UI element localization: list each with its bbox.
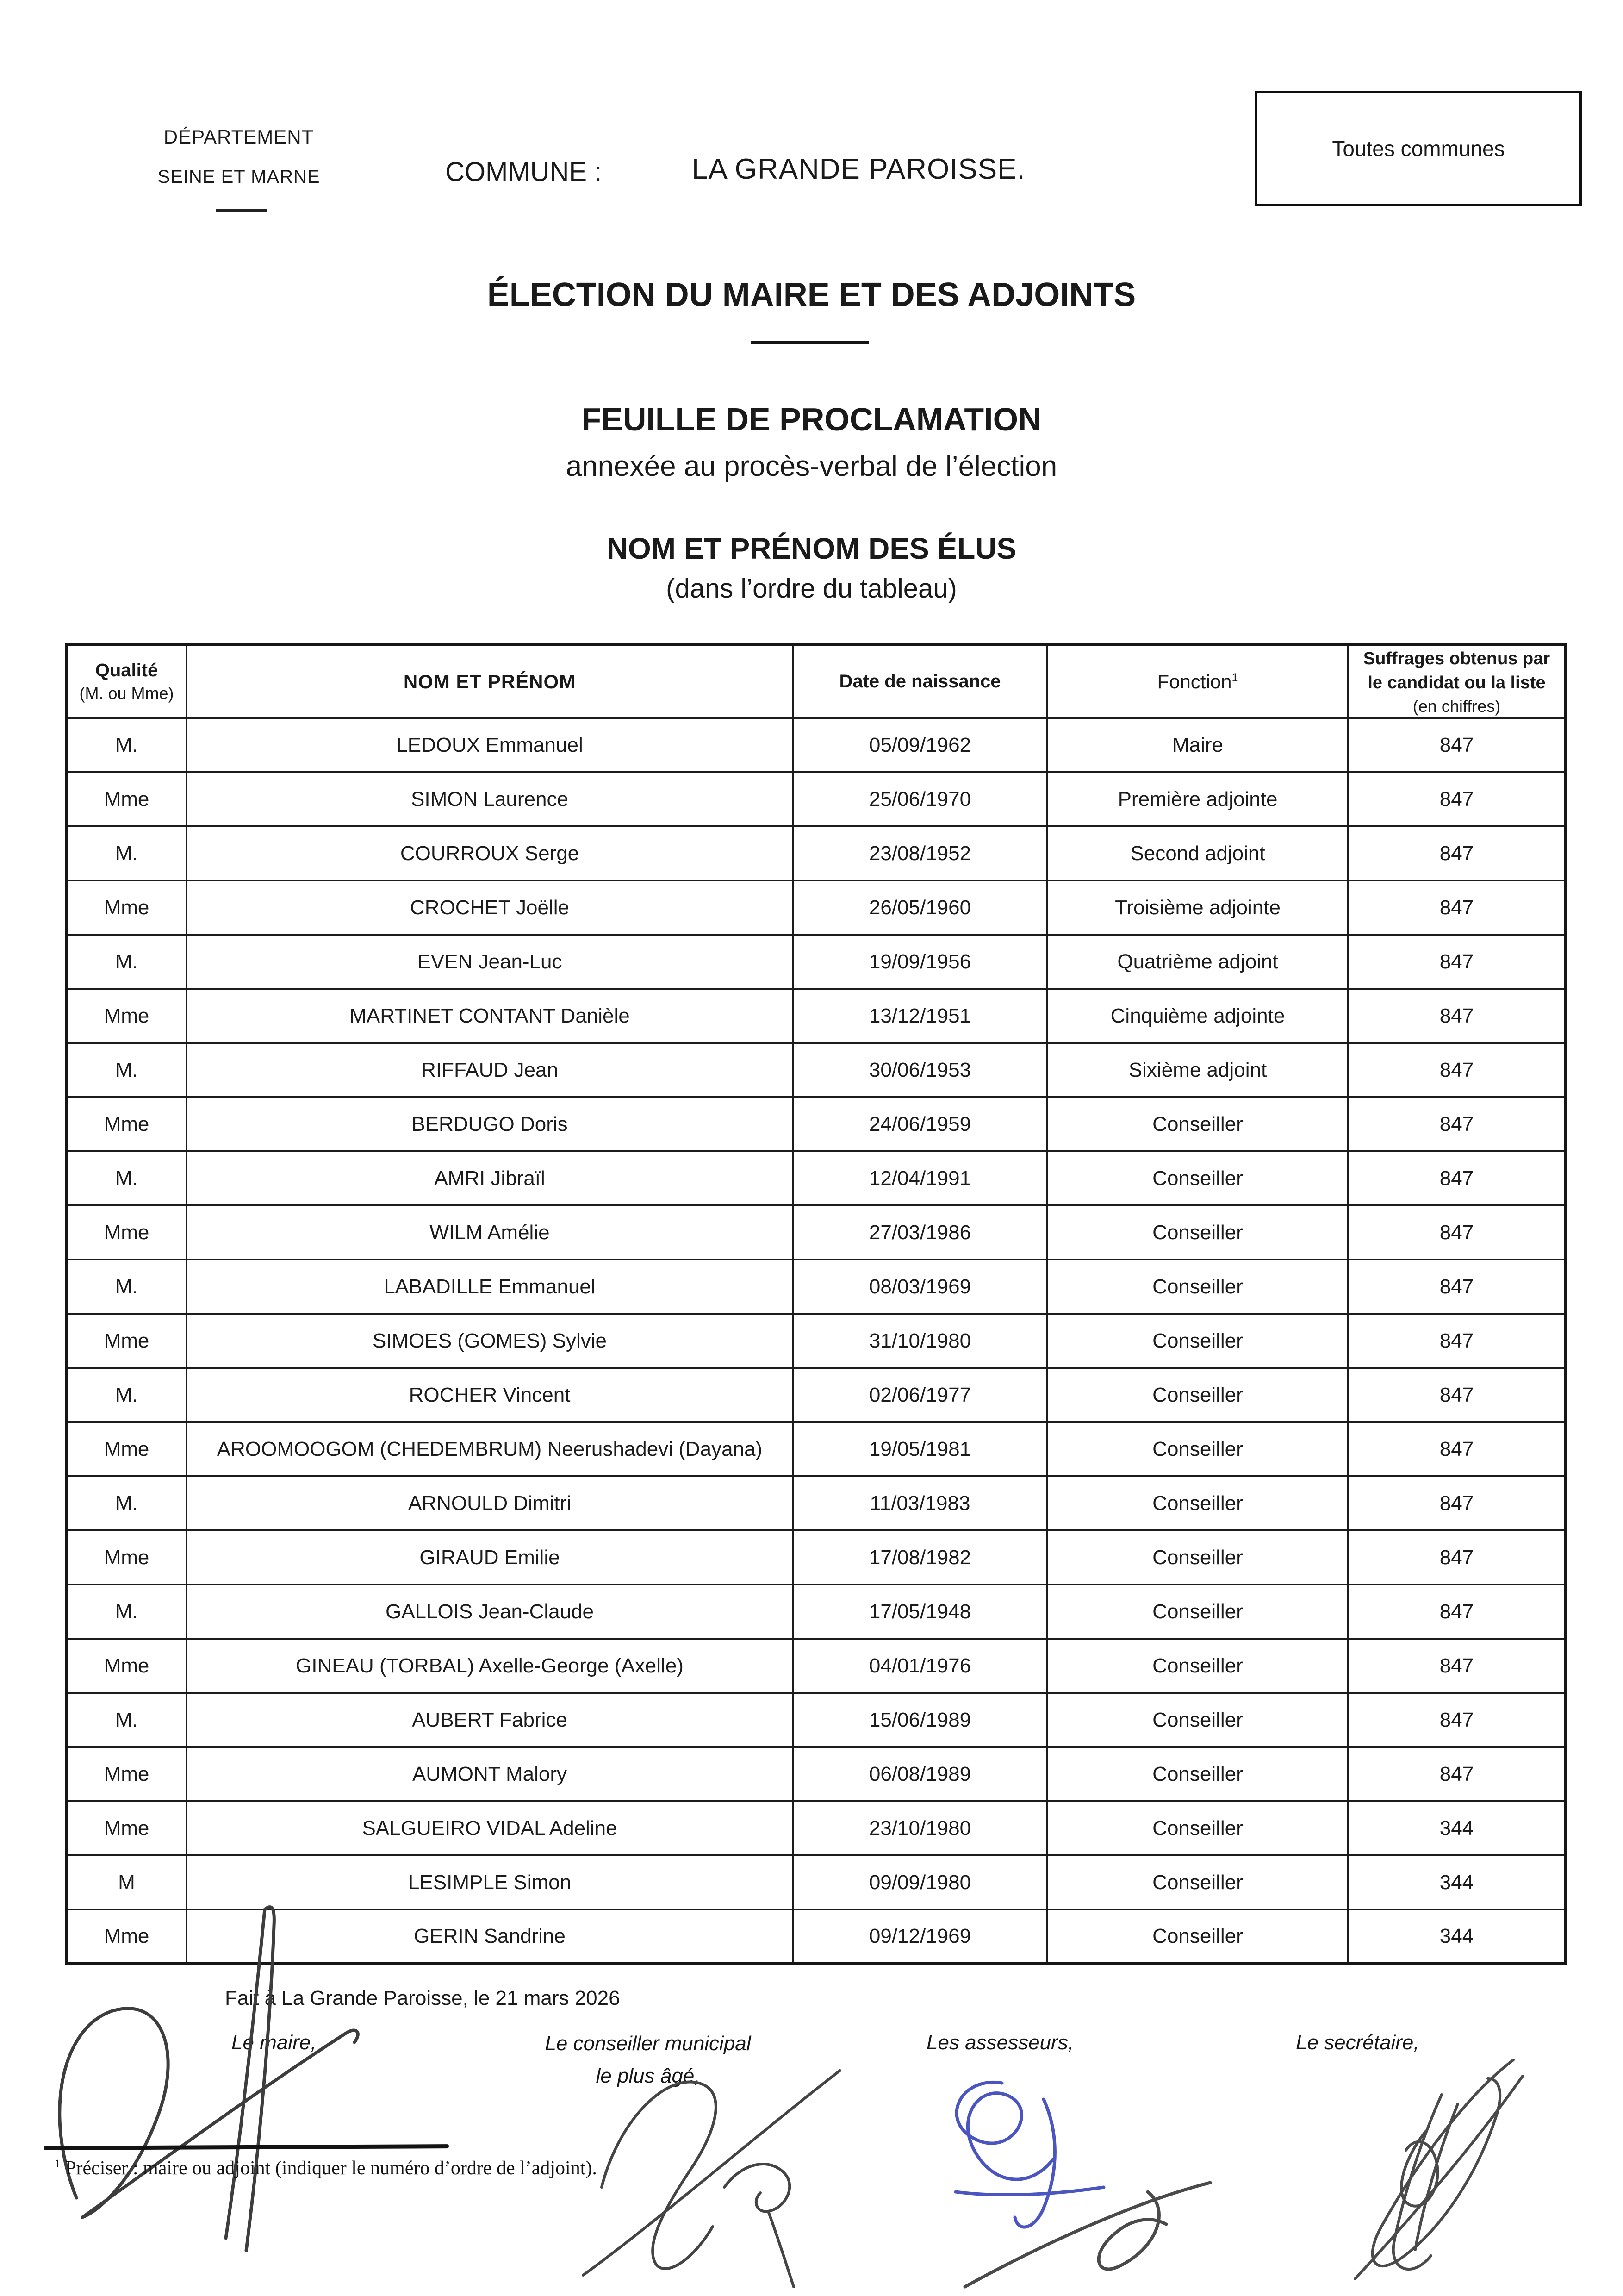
header-fonction-text: Fonction$^1$ [1157, 670, 1238, 693]
qualite-cell: M. [66, 826, 187, 880]
header-qualite-line1: Qualité [95, 660, 158, 680]
header-fonction-footnote-ref: 1 [1231, 671, 1238, 684]
qualite-cell: M. [66, 1368, 187, 1422]
nom-cell: AROOMOOGOM (CHEDEMBRUM) Neerushadevi (Dayana) [187, 1422, 793, 1476]
nom-cell: SIMON Laurence [187, 772, 793, 826]
header-qualite-line2: (M. ou Mme) [79, 684, 174, 703]
title-separator-line [751, 341, 869, 344]
qualite-cell: M. [66, 1043, 187, 1097]
nom-cell: SALGUEIRO VIDAL Adeline [187, 1801, 793, 1855]
table-row [66, 772, 1566, 826]
suffrages-cell: 847 [1348, 1639, 1566, 1693]
naissance-cell: 24/06/1959 [793, 1097, 1047, 1151]
signature-secretaire [1282, 2034, 1532, 2291]
suffrages-cell: 344 [1348, 1909, 1566, 1964]
header-suffrages-line2: le candidat ou la liste [1368, 673, 1546, 693]
nom-cell: LESIMPLE Simon [187, 1855, 793, 1909]
table-row [66, 1530, 1566, 1585]
naissance-cell: 15/06/1989 [793, 1693, 1047, 1747]
qualite-cell: Mme [66, 1801, 187, 1855]
naissance-cell: 09/09/1980 [793, 1855, 1047, 1909]
fonction-cell: Conseiller [1047, 1639, 1348, 1693]
results-table-body [66, 718, 1566, 1964]
table-row [66, 1747, 1566, 1801]
nom-cell: ROCHER Vincent [187, 1368, 793, 1422]
fonction-cell: Conseiller [1047, 1585, 1348, 1639]
qualite-cell: M. [66, 1476, 187, 1530]
main-title: ÉLECTION DU MAIRE ET DES ADJOINTS [487, 276, 1136, 313]
nom-cell: GINEAU (TORBAL) Axelle-George (Axelle) [187, 1639, 793, 1693]
nom-cell: GALLOIS Jean-Claude [187, 1585, 793, 1639]
suffrages-cell: 847 [1348, 1043, 1566, 1097]
footnote [55, 2157, 597, 2179]
nom-cell: RIFFAUD Jean [187, 1043, 793, 1097]
label-conseiller-line1: Le conseiller municipal [545, 2032, 751, 2055]
suffrages-cell: 847 [1348, 935, 1566, 989]
fonction-cell: Conseiller [1047, 1801, 1348, 1855]
done-at-line: Fait à La Grande Paroisse, le 21 mars 2026 [225, 1987, 620, 2009]
table-row [66, 1097, 1566, 1151]
naissance-cell: 12/04/1991 [793, 1151, 1047, 1205]
naissance-cell: 08/03/1969 [793, 1260, 1047, 1314]
fonction-cell: Conseiller [1047, 1909, 1348, 1964]
naissance-cell: 02/06/1977 [793, 1368, 1047, 1422]
naissance-cell: 19/05/1981 [793, 1422, 1047, 1476]
suffrages-cell: 847 [1348, 1314, 1566, 1368]
footnote-ref: 1 [55, 2158, 61, 2170]
header-naissance [793, 645, 1047, 718]
table-row [66, 880, 1566, 935]
qualite-cell: Mme [66, 1097, 187, 1151]
naissance-cell: 26/05/1960 [793, 880, 1047, 935]
suffrages-cell: 847 [1348, 826, 1566, 880]
header-suffrages [1348, 645, 1566, 718]
naissance-cell: 17/08/1982 [793, 1530, 1047, 1585]
signature-assesseur-gray [949, 2171, 1226, 2296]
header-fonction [1047, 645, 1348, 718]
fonction-cell: Troisième adjointe [1047, 880, 1348, 935]
qualite-cell: Mme [66, 1422, 187, 1476]
table-row [66, 1260, 1566, 1314]
naissance-cell: 25/06/1970 [793, 772, 1047, 826]
fonction-cell: Conseiller [1047, 1314, 1348, 1368]
fonction-cell: Quatrième adjoint [1047, 935, 1348, 989]
fonction-cell: Conseiller [1047, 1097, 1348, 1151]
qualite-cell: Mme [66, 1205, 187, 1260]
naissance-cell: 23/10/1980 [793, 1801, 1047, 1855]
fonction-cell: Conseiller [1047, 1260, 1348, 1314]
fonction-cell: Second adjoint [1047, 826, 1348, 880]
commune-label: COMMUNE : [445, 157, 602, 187]
suffrages-cell: 847 [1348, 880, 1566, 935]
qualite-cell: Mme [66, 1909, 187, 1964]
fonction-cell: Cinquième adjointe [1047, 989, 1348, 1043]
stamp-box-text: Toutes communes [1332, 137, 1505, 161]
qualite-cell: M. [66, 1260, 187, 1314]
label-conseiller-line2: le plus âgé, [596, 2065, 700, 2088]
qualite-cell: M. [66, 718, 187, 772]
header-nom [187, 645, 793, 718]
table-row [66, 826, 1566, 880]
nom-cell: EVEN Jean-Luc [187, 935, 793, 989]
naissance-cell: 27/03/1986 [793, 1205, 1047, 1260]
naissance-cell: 30/06/1953 [793, 1043, 1047, 1097]
naissance-cell: 09/12/1969 [793, 1909, 1047, 1964]
fonction-cell: Conseiller [1047, 1855, 1348, 1909]
footnote-text: Préciser : maire ou adjoint (indiquer le numéro d’ordre de l’adjoint). [60, 2158, 597, 2179]
table-row [66, 1368, 1566, 1422]
fonction-cell: Conseiller [1047, 1747, 1348, 1801]
qualite-cell: M. [66, 1693, 187, 1747]
label-maire: Le maire, [231, 2031, 317, 2054]
suffrages-cell: 847 [1348, 1422, 1566, 1476]
table-row [66, 1909, 1566, 1964]
list-title: NOM ET PRÉNOM DES ÉLUS [606, 532, 1017, 565]
results-table-wrap [65, 643, 1564, 1965]
qualite-cell: Mme [66, 880, 187, 935]
footnote-separator-line [44, 2144, 449, 2150]
qualite-cell: Mme [66, 1530, 187, 1585]
nom-cell: BERDUGO Doris [187, 1097, 793, 1151]
nom-cell: AMRI Jibraïl [187, 1151, 793, 1205]
suffrages-cell: 344 [1348, 1801, 1566, 1855]
suffrages-cell: 847 [1348, 1368, 1566, 1422]
qualite-cell: M. [66, 935, 187, 989]
list-subtitle: (dans l’ordre du tableau) [666, 574, 957, 604]
nom-cell: LABADILLE Emmanuel [187, 1260, 793, 1314]
fonction-cell: Conseiller [1047, 1476, 1348, 1530]
naissance-cell: 23/08/1952 [793, 826, 1047, 880]
nom-cell: GIRAUD Emilie [187, 1530, 793, 1585]
suffrages-cell: 847 [1348, 1530, 1566, 1585]
table-row [66, 935, 1566, 989]
fonction-cell: Première adjointe [1047, 772, 1348, 826]
suffrages-cell: 344 [1348, 1855, 1566, 1909]
naissance-cell: 13/12/1951 [793, 989, 1047, 1043]
fonction-cell: Conseiller [1047, 1693, 1348, 1747]
qualite-cell: Mme [66, 1747, 187, 1801]
suffrages-cell: 847 [1348, 989, 1566, 1043]
naissance-cell: 17/05/1948 [793, 1585, 1047, 1639]
suffrages-cell: 847 [1348, 772, 1566, 826]
sheet-subtitle: annexée au procès-verbal de l’élection [566, 450, 1057, 482]
table-row [66, 1043, 1566, 1097]
naissance-cell: 31/10/1980 [793, 1314, 1047, 1368]
suffrages-cell: 847 [1348, 1205, 1566, 1260]
suffrages-cell: 847 [1348, 1585, 1566, 1639]
suffrages-cell: 847 [1348, 1151, 1566, 1205]
fonction-cell: Maire [1047, 718, 1348, 772]
qualite-cell: Mme [66, 989, 187, 1043]
qualite-cell: Mme [66, 1639, 187, 1693]
sheet-title: FEUILLE DE PROCLAMATION [581, 401, 1042, 437]
label-assesseurs: Les assesseurs, [927, 2031, 1074, 2054]
fonction-cell: Conseiller [1047, 1151, 1348, 1205]
nom-cell: CROCHET Joëlle [187, 880, 793, 935]
nom-cell: SIMOES (GOMES) Sylvie [187, 1314, 793, 1368]
naissance-cell: 06/08/1989 [793, 1747, 1047, 1801]
qualite-cell: Mme [66, 1314, 187, 1368]
fonction-cell: Conseiller [1047, 1205, 1348, 1260]
suffrages-cell: 847 [1348, 718, 1566, 772]
naissance-cell: 11/03/1983 [793, 1476, 1047, 1530]
table-header-row [66, 645, 1566, 718]
table-row [66, 1205, 1566, 1260]
results-table [65, 643, 1567, 1965]
department-underline [216, 209, 267, 212]
suffrages-cell: 847 [1348, 1097, 1566, 1151]
table-row [66, 1639, 1566, 1693]
qualite-cell: Mme [66, 772, 187, 826]
nom-cell: GERIN Sandrine [187, 1909, 793, 1964]
nom-cell: LEDOUX Emmanuel [187, 718, 793, 772]
naissance-cell: 04/01/1976 [793, 1639, 1047, 1693]
department-block [146, 126, 331, 187]
fonction-cell: Conseiller [1047, 1422, 1348, 1476]
label-secretaire: Le secrétaire, [1296, 2031, 1419, 2054]
fonction-cell: Conseiller [1047, 1368, 1348, 1422]
header-qualite [66, 645, 187, 718]
suffrages-cell: 847 [1348, 1476, 1566, 1530]
table-row [66, 1476, 1566, 1530]
header-suffrages-line3: (en chiffres) [1412, 696, 1501, 716]
nom-cell: ARNOULD Dimitri [187, 1476, 793, 1530]
suffrages-cell: 847 [1348, 1693, 1566, 1747]
table-row [66, 1151, 1566, 1205]
department-name: SEINE ET MARNE [157, 167, 320, 187]
header-suffrages-line1: Suffrages obtenus par [1363, 649, 1550, 669]
table-row [66, 1585, 1566, 1639]
qualite-cell: M. [66, 1151, 187, 1205]
label-conseiller [532, 2028, 764, 2093]
qualite-cell: M. [66, 1585, 187, 1639]
nom-cell: AUMONT Malory [187, 1747, 793, 1801]
table-row [66, 1801, 1566, 1855]
table-row [66, 1422, 1566, 1476]
nom-cell: AUBERT Fabrice [187, 1693, 793, 1747]
header-naissance-text: Date de naissance [839, 671, 1001, 692]
table-row [66, 1855, 1566, 1909]
nom-cell: COURROUX Serge [187, 826, 793, 880]
stamp-box [1255, 91, 1582, 206]
table-row [66, 1693, 1566, 1747]
naissance-cell: 19/09/1956 [793, 935, 1047, 989]
table-row [66, 1314, 1566, 1368]
naissance-cell: 05/09/1962 [793, 718, 1047, 772]
signature-assesseur-blue [905, 2051, 1132, 2245]
nom-cell: WILM Amélie [187, 1205, 793, 1260]
suffrages-cell: 847 [1348, 1747, 1566, 1801]
fonction-cell: Sixième adjoint [1047, 1043, 1348, 1097]
nom-cell: MARTINET CONTANT Danièle [187, 989, 793, 1043]
department-label: DÉPARTEMENT [163, 126, 314, 148]
header-nom-text: NOM ET PRÉNOM [403, 670, 576, 693]
table-row [66, 718, 1566, 772]
suffrages-cell: 847 [1348, 1260, 1566, 1314]
commune-name: LA GRANDE PAROISSE. [692, 153, 1026, 185]
qualite-cell: M [66, 1855, 187, 1909]
fonction-cell: Conseiller [1047, 1530, 1348, 1585]
table-row [66, 989, 1566, 1043]
